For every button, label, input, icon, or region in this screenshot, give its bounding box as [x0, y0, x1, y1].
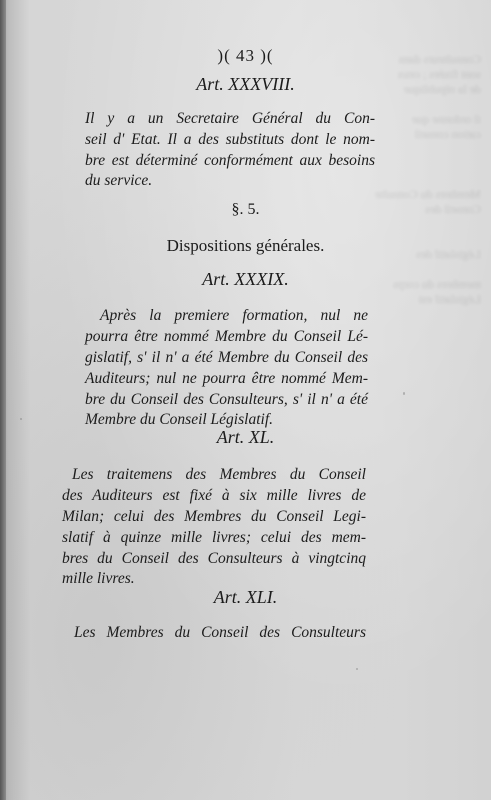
article-40-heading: Art. XL.: [216, 427, 275, 447]
section-title: Dispositions générales.: [166, 236, 325, 255]
article-38-line-4: du service.: [85, 172, 153, 189]
article-39-line-4: Auditeurs; nul ne pourra être nommé Mem-: [85, 370, 368, 387]
show-through-text: Consulteurs dans sont fixées ; ceux de la république il ordonne que cation conseil Membres du Consulte Conseil des Législatif des membres du corps Législatif est: [375, 52, 481, 306]
article-39-line-1: Après la premiere formation, nul ne: [100, 307, 368, 324]
article-40-line-4: slatif à quinze mille livres; celui des mem-: [62, 529, 366, 546]
article-39-line-3: gislatif, s' il n' a été Membre du Conseil des: [85, 349, 368, 366]
article-40-line-5: bres du Conseil des Consulteurs à vingtcinq: [62, 550, 366, 567]
article-39-line-2: pourra être nommé Membre du Conseil Lé-: [85, 328, 368, 345]
paper-speck: [20, 418, 22, 420]
article-38-line-3: bre est déterminé conformément aux besoins: [85, 152, 375, 169]
article-38-line-2: seil d' Etat. Il a des substituts dont le nom-: [85, 131, 375, 148]
article-40-line-3: Milan; celui des Membres du Conseil Legi-: [62, 508, 366, 525]
article-41-line-1: Les Membres du Conseil des Consulteurs: [74, 624, 366, 641]
page-gutter-shadow: [0, 0, 6, 800]
page-number: )( 43 )(: [217, 46, 274, 65]
section-number: §. 5.: [231, 201, 260, 218]
article-38-heading: Art. XXXVIII.: [196, 74, 295, 94]
article-39-line-6: Membre du Conseil Législatif.: [85, 411, 273, 428]
article-40-line-2: des Auditeurs est fixé à six mille livres de: [62, 487, 366, 504]
article-38-line-1: Il y a un Secretaire Général du Con-: [85, 110, 375, 127]
article-39-line-5: bre du Conseil des Consulteurs, s' il n' a été: [85, 391, 368, 408]
article-40-line-6: mille livres.: [62, 570, 135, 587]
article-39-heading: Art. XXXIX.: [202, 269, 289, 289]
article-40-line-1: Les traitemens des Membres du Conseil: [72, 466, 366, 483]
article-41-heading: Art. XLI.: [213, 587, 278, 607]
paper-speck: [356, 668, 358, 670]
paper-speck: [403, 392, 405, 395]
